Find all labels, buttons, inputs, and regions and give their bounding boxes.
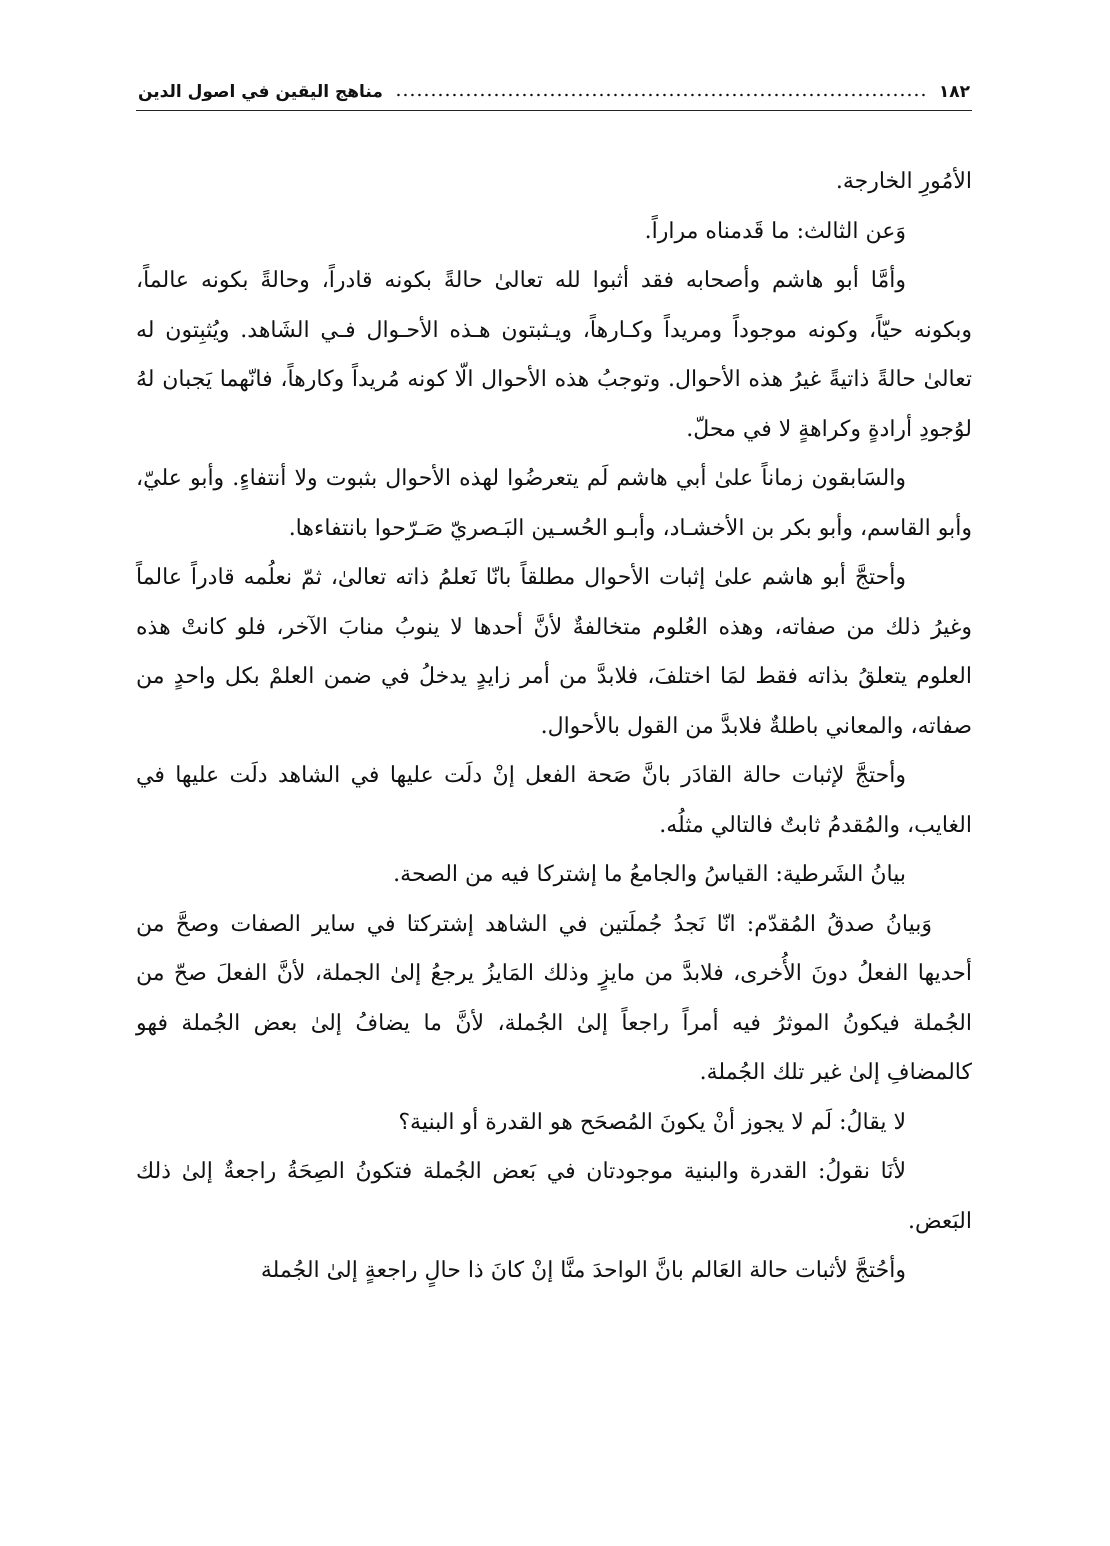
book-title: مناهج اليقين في اصول الدين xyxy=(138,82,383,102)
paragraph: وأحتجَّ أبو هاشم علىٰ إثبات الأحوال مطلقاً بانّا نَعلمُ ذاته تعالىٰ، ثمّ نعلُمه قادراً عالماً وغيرُ ذلك من صفاته، وهذه العُلوم متخالفةٌ لأنَّ أحدها لا ينوبُ منابَ الآخر، فلو كانتْ هذه العلوم يتعلقُ بذاته فقط لمَا اختلفَ، فلابدَّ من أمر زايدٍ يدخلُ في ضمن العلمْ بكل واحدٍ من صفاته، والمعاني باطلةٌ فلابدَّ من القول بالأحوال. xyxy=(136,565,972,739)
paragraph: وأمَّا أبو هاشم وأصحابه فقد أثبوا لله تعالىٰ حالةً بكونه قادراً، وحالةً بكونه عالماً، وبكونه حيّاً، وكونه موجوداً ومريداً وكـارهاً، ويـثبتون هـذه الأحـوال فـي الشَاهد. ويُثبِتون له تعالىٰ حالةً ذاتيةً غيرُ هذه الأحوال. وتوجبُ هذه الأحوال الّا كونه مُريداً وكارهاً، فانّهما يَجبان لهُ لوُجودِ أرادةٍ وكراهةٍ لا في محلّ. xyxy=(136,268,972,442)
leader-dots xyxy=(395,76,927,98)
page-number: ١٨٢ xyxy=(938,82,970,102)
paragraph: وأحُتجَّ لأثبات حالة العَالم بانَّ الواحدَ منَّا إنْ كانَ ذا حالٍ راجعةٍ إلىٰ الجُملة xyxy=(260,1258,906,1283)
paragraph: الأمُورِ الخارجة. xyxy=(835,169,972,194)
running-header xyxy=(138,62,970,102)
paragraph: وَعن الثالث: ما قَدمناه مراراً. xyxy=(644,218,906,244)
paragraph: وَبيانُ صدقُ المُقدّم: انّا نَجدُ جُملَتين في الشاهد إشتركتا في ساير الصفات وصحَّ من أحديها الفعلُ دونَ الأُخرى، فلابدَّ من مايزٍ وذلك المَايزُ يرجعُ إلىٰ الجملة، لأنَّ الفعلَ صحّ من الجُملة فيكونُ الموثرُ فيه أمراً راجعاً إلىٰ الجُملة، لأنَّ ما يضافُ إلىٰ بعض الجُملة فهو كالمضافِ إلىٰ غير تلك الجُملة. xyxy=(136,911,972,1085)
paragraph: وأحتجَّ لإثبات حالة القادَر بانَّ صَحة الفعل إنْ دلَت عليها في الشاهد دلَت عليها في الغايب، والمُقدمُ ثابتٌ فالتالي مثلُه. xyxy=(136,763,972,838)
paragraph: بيانُ الشَرطية: القياسُ والجامعُ ما إشتركا فيه من الصحة. xyxy=(393,862,906,887)
paragraph: لا يقالُ: لَم لا يجوز أنْ يكونَ المُصحَح هو القدرة أو البنية؟ xyxy=(398,1109,906,1135)
paragraph: لأنَا نقولُ: القدرة والبنية موجودتان في بَعض الجُملة فتكونُ الصِحَةُ راجعةٌ إلىٰ ذلك البَعض. xyxy=(136,1159,972,1234)
paragraph: والسَابقون زماناً علىٰ أبي هاشم لَم يتعرضُوا لهذه الأحوال بثبوت ولا أنتفاءٍ. وأبو عليّ، وأبو القاسم، وأبو بكر بن الأخشـاد، وأبـو الحُسـين البَـصريّ صَـرّحوا بانتفاءها. xyxy=(136,466,972,541)
page-body xyxy=(136,157,972,1296)
header-divider xyxy=(136,110,972,111)
